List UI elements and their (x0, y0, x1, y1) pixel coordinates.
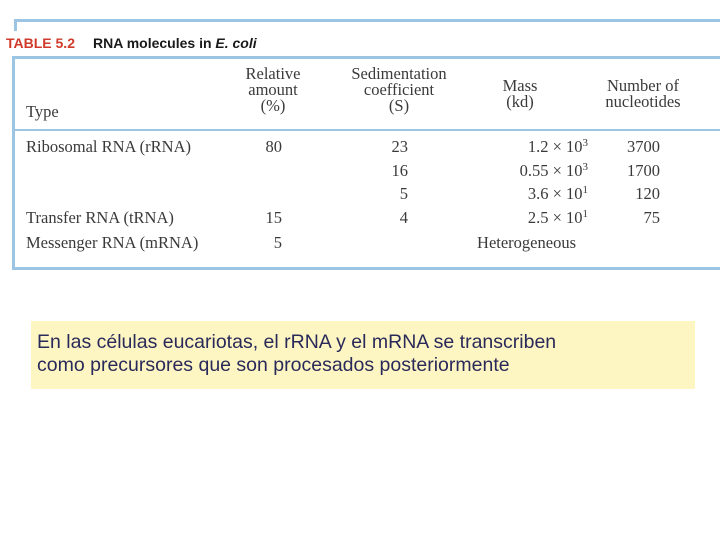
row4-nucleotides: 75 (643, 208, 660, 227)
row4-sedimentation: 4 (399, 208, 408, 227)
row1-sedimentation: 23 (391, 137, 408, 156)
caption-organism: E. coli (215, 35, 257, 51)
row4-relative: 15 (265, 208, 282, 227)
header-sedimentation: Sedimentation coefficient (S) (351, 64, 447, 115)
note-box (31, 321, 695, 389)
header-rule (14, 129, 720, 131)
row2-nucleotides: 1700 (627, 161, 660, 180)
note-line-2: como precursores que son procesados posteriormente (37, 354, 510, 376)
row5-mass: Heterogeneous (477, 233, 576, 252)
row5-relative: 5 (273, 233, 282, 252)
row4-mass: $2.5 \times 10^1$ (527, 208, 588, 227)
row2-mass: $0.55 \times 10^3$ (519, 161, 588, 180)
header-mass: Mass (kd) (502, 76, 538, 111)
row3-mass: $3.6 \times 10^1$ (527, 184, 588, 203)
header-type: Type (26, 102, 59, 121)
row2-sedimentation: 16 (391, 161, 408, 180)
table-top-rule (14, 19, 720, 22)
caption-text: RNA molecules in (93, 35, 212, 51)
table-caption (93, 35, 257, 51)
table-corner-tick (14, 19, 17, 31)
row4-type: Transfer RNA (tRNA) (26, 208, 174, 227)
table-label: TABLE 5.2 (6, 35, 75, 51)
row1-relative: 80 (265, 137, 282, 156)
note-line-1: En las células eucariotas, el rRNA y el mRNA se transcriben (37, 331, 557, 353)
table-heading (6, 33, 720, 53)
row3-nucleotides: 120 (635, 184, 660, 203)
header-nucleotides: Number of nucleotides (605, 76, 681, 111)
row1-nucleotides: 3700 (627, 137, 660, 156)
row1-mass: $1.2 \times 10^3$ (527, 137, 588, 156)
row5-type: Messenger RNA (mRNA) (26, 233, 199, 252)
row3-sedimentation: 5 (399, 184, 408, 203)
header-relative-amount: Relative amount (%) (245, 64, 301, 115)
row1-type: Ribosomal RNA (rRNA) (26, 137, 191, 156)
